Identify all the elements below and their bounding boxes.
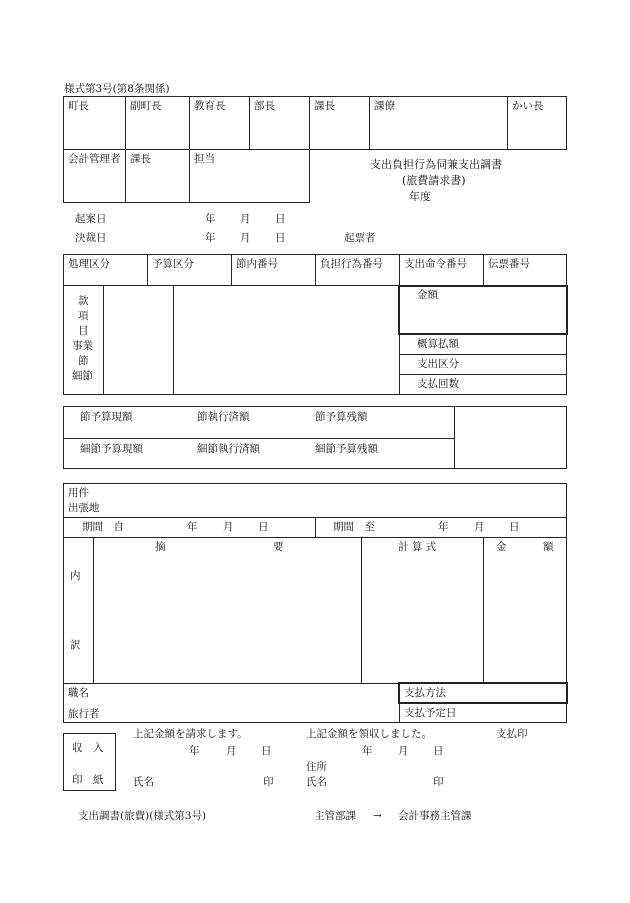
position-label: 職名 <box>68 687 89 699</box>
period-to-year: 年 <box>438 521 449 533</box>
footer-route-arrow: → <box>373 810 382 822</box>
footer-doc-name: 支出調書(旅費)(様式第3号) <box>78 810 207 822</box>
payment-count-label: 支払回数 <box>417 378 459 390</box>
section-budget-current: 節予算現額 <box>80 411 133 423</box>
approval-label-section-chief: 課長 <box>314 100 335 112</box>
period-from-day: 日 <box>258 521 269 533</box>
col-amount-2: 額 <box>543 541 554 553</box>
approval-label-staff: 課僚 <box>374 100 395 112</box>
decision-day: 日 <box>275 232 286 244</box>
form-code: 様式第3号(第8条関係) <box>64 83 170 95</box>
approval-label-in-charge: 担当 <box>194 153 215 165</box>
address-label: 住所 <box>306 761 327 773</box>
payment-method-label: 支払方法 <box>404 687 446 699</box>
detail-label-uchi: 内 <box>70 570 81 582</box>
receipt-text: 上記金額を領収しました。 <box>306 728 432 740</box>
receipt-day: 日 <box>433 745 444 757</box>
period-from-year: 年 <box>187 521 198 533</box>
decision-date-label: 決裁日 <box>75 232 107 244</box>
period-from-month: 月 <box>223 521 234 533</box>
payment-date-label: 支払予定日 <box>404 707 457 719</box>
draft-day: 日 <box>275 213 286 225</box>
decision-year: 年 <box>205 232 216 244</box>
header-payment-order-number: 支出命令番号 <box>404 258 467 270</box>
account-label-project: 事業 <box>72 340 93 352</box>
approval-label-superintendent: 教育長 <box>194 100 226 112</box>
request-name-label: 氏名 <box>133 776 154 788</box>
traveler-label: 旅行者 <box>68 708 100 720</box>
detail-label-wake: 訳 <box>70 639 81 651</box>
request-text: 上記金額を請求します。 <box>133 728 248 740</box>
header-obligation-number: 負担行為番号 <box>320 258 383 270</box>
draft-year: 年 <box>205 213 216 225</box>
subsection-budget-remaining: 細節予算残額 <box>315 443 378 455</box>
period-to-label: 期間 至 <box>333 521 375 533</box>
request-month: 月 <box>226 745 237 757</box>
approval-label-chief-2: 課長 <box>130 153 151 165</box>
receipt-month: 月 <box>398 745 409 757</box>
amount-label: 金額 <box>417 289 438 301</box>
receipt-seal-mark: 印 <box>433 776 444 788</box>
destination-label: 出張地 <box>68 502 100 514</box>
fiscal-year-label: 年度 <box>409 190 431 203</box>
draft-date-label: 起案日 <box>75 213 107 225</box>
approval-label-mayor: 町長 <box>68 100 89 112</box>
approval-label-deputy-mayor: 副町長 <box>130 100 162 112</box>
col-summary-1: 摘 <box>155 541 166 553</box>
account-label-kan: 款 <box>78 295 89 307</box>
revenue-stamp-line2: 印 紙 <box>72 774 104 786</box>
form-title: 支出負担行為伺兼支出調書 <box>370 158 502 171</box>
account-label-kou: 項 <box>78 310 89 322</box>
approval-label-accounting-manager: 会計管理者 <box>68 153 121 165</box>
approval-label-director: 部長 <box>254 100 275 112</box>
account-label-moku: 目 <box>78 325 89 337</box>
section-budget-spent: 節執行済額 <box>197 411 250 423</box>
request-year: 年 <box>189 745 200 757</box>
payment-category-label: 支出区分 <box>417 358 459 370</box>
period-from-label: 期間 自 <box>82 521 124 533</box>
advance-payment-label: 概算払額 <box>417 338 459 350</box>
payment-seal-label: 支払印 <box>496 728 528 740</box>
header-budget-division: 予算区分 <box>152 258 194 270</box>
form-subtitle: (旅費請求書) <box>402 174 466 187</box>
request-seal-mark: 印 <box>263 776 274 788</box>
col-summary-2: 要 <box>273 541 284 553</box>
footer-route-to: 会計事務主管課 <box>398 810 472 822</box>
request-day: 日 <box>261 745 272 757</box>
subsection-budget-spent: 細節執行済額 <box>197 443 260 455</box>
col-amount-1: 金 <box>496 541 507 553</box>
draft-month: 月 <box>240 213 251 225</box>
footer-route-from: 主管部課 <box>314 810 356 822</box>
revenue-stamp-line1: 収 入 <box>72 742 104 754</box>
account-label-saisetsu: 細節 <box>72 370 93 382</box>
section-budget-remaining: 節予算残額 <box>315 411 368 423</box>
header-voucher-number: 伝票番号 <box>488 258 530 270</box>
drafter-label: 起票者 <box>344 232 376 244</box>
period-to-month: 月 <box>474 521 485 533</box>
purpose-label: 用件 <box>68 487 89 499</box>
header-section-number: 節内番号 <box>236 258 278 270</box>
decision-month: 月 <box>240 232 251 244</box>
header-processing: 処理区分 <box>68 258 110 270</box>
subsection-budget-current: 細節予算現額 <box>80 443 143 455</box>
period-to-day: 日 <box>509 521 520 533</box>
approval-label-kai-chief: かい長 <box>512 100 544 112</box>
account-label-setsu: 節 <box>78 355 89 367</box>
receipt-name-label: 氏名 <box>306 776 327 788</box>
receipt-year: 年 <box>362 745 373 757</box>
col-formula: 計 算 式 <box>398 541 437 553</box>
